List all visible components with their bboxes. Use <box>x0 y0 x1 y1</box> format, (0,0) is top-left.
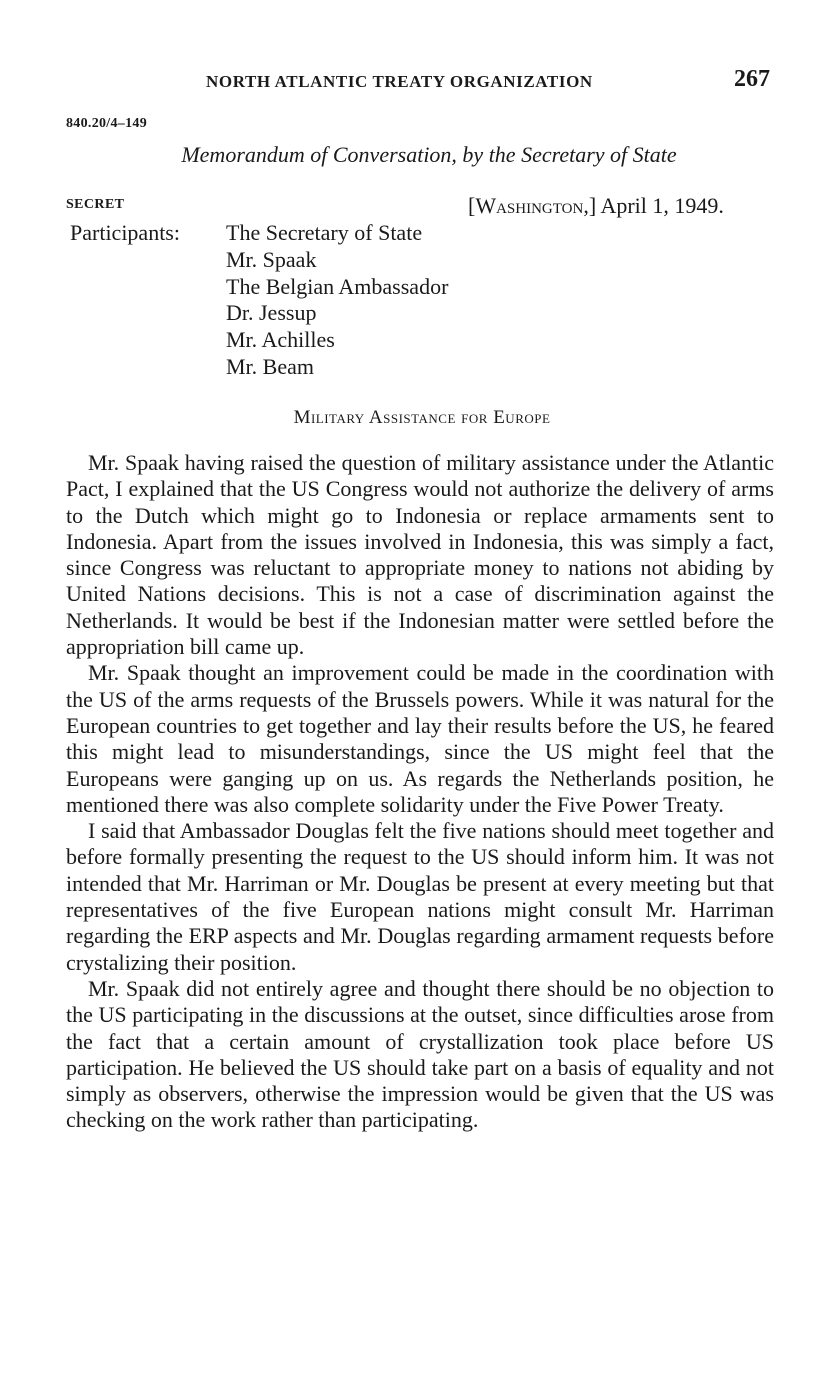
participant: Mr. Spaak <box>226 246 317 272</box>
participant: The Belgian Ambassador <box>226 273 449 299</box>
document-title: Memorandum of Conversation, by the Secretary of State <box>181 142 677 167</box>
body-paragraph: Mr. Spaak thought an improvement could be made in the coordination with the US of the arms requests of the Brussels powers. While it was natural for the European countries to get together and lay their results before the US, he feared this might lead to misunderstandings, since the US might feel that the Europeans were ganging up on us. As regards the Netherlands position, he mentioned there was also complete solidarity under the Five Power Treaty. <box>66 660 774 817</box>
page-number: 267 <box>734 66 770 92</box>
body-paragraph: I said that Ambassador Douglas felt the five nations should meet together and before formally presenting the request to the US should inform him. It was not intended that Mr. Harriman or Mr. Douglas be present at every meeting but that representatives of the five European nations might consult Mr. Harriman regarding the ERP aspects and Mr. Douglas regarding armament requests before crystalizing their position. <box>66 818 774 975</box>
participants-list <box>226 220 448 381</box>
body-paragraph: Mr. Spaak having raised the question of military assistance under the Atlantic Pact, I explained that the US Congress would not authorize the delivery of arms to the Dutch which might go to Indonesia or replace armaments sent to Indonesia. Apart from the issues involved in Indonesia, this was simply a fact, since Congress was reluctant to appropriate money to nations not abiding by United Nations decisions. This is not a case of discrimination against the Netherlands. It would be best if the Indonesian matter were settled before the appropriation bill came up. <box>66 450 774 660</box>
body-paragraph: Mr. Spaak did not entirely agree and thought there should be no objection to the US participating in the discussions at the outset, since difficulties arose from the fact that a certain amount of crystallization took place before US participation. He believed the US should take part on a basis of equality and not simply as observers, otherwise the impression would be given that the US was checking on the work rather than participating. <box>66 975 774 1133</box>
classification-label: SECRET <box>66 197 125 212</box>
running-header-title: NORTH ATLANTIC TREATY ORGANIZATION <box>206 72 593 91</box>
dateline-date: April 1, 1949. <box>596 193 724 218</box>
participant: Dr. Jessup <box>226 300 317 326</box>
file-reference: 840.20/4–149 <box>66 116 147 131</box>
participant: Mr. Achilles <box>226 327 335 353</box>
participant: The Secretary of State <box>226 220 423 245</box>
dateline-place: [Washington,] <box>468 193 597 218</box>
memorandum-body <box>66 450 774 1134</box>
section-heading: Military Assistance for Europe <box>293 407 551 428</box>
dateline <box>468 193 724 219</box>
participants-label: Participants: <box>70 220 180 245</box>
participant: Mr. Beam <box>226 353 314 379</box>
